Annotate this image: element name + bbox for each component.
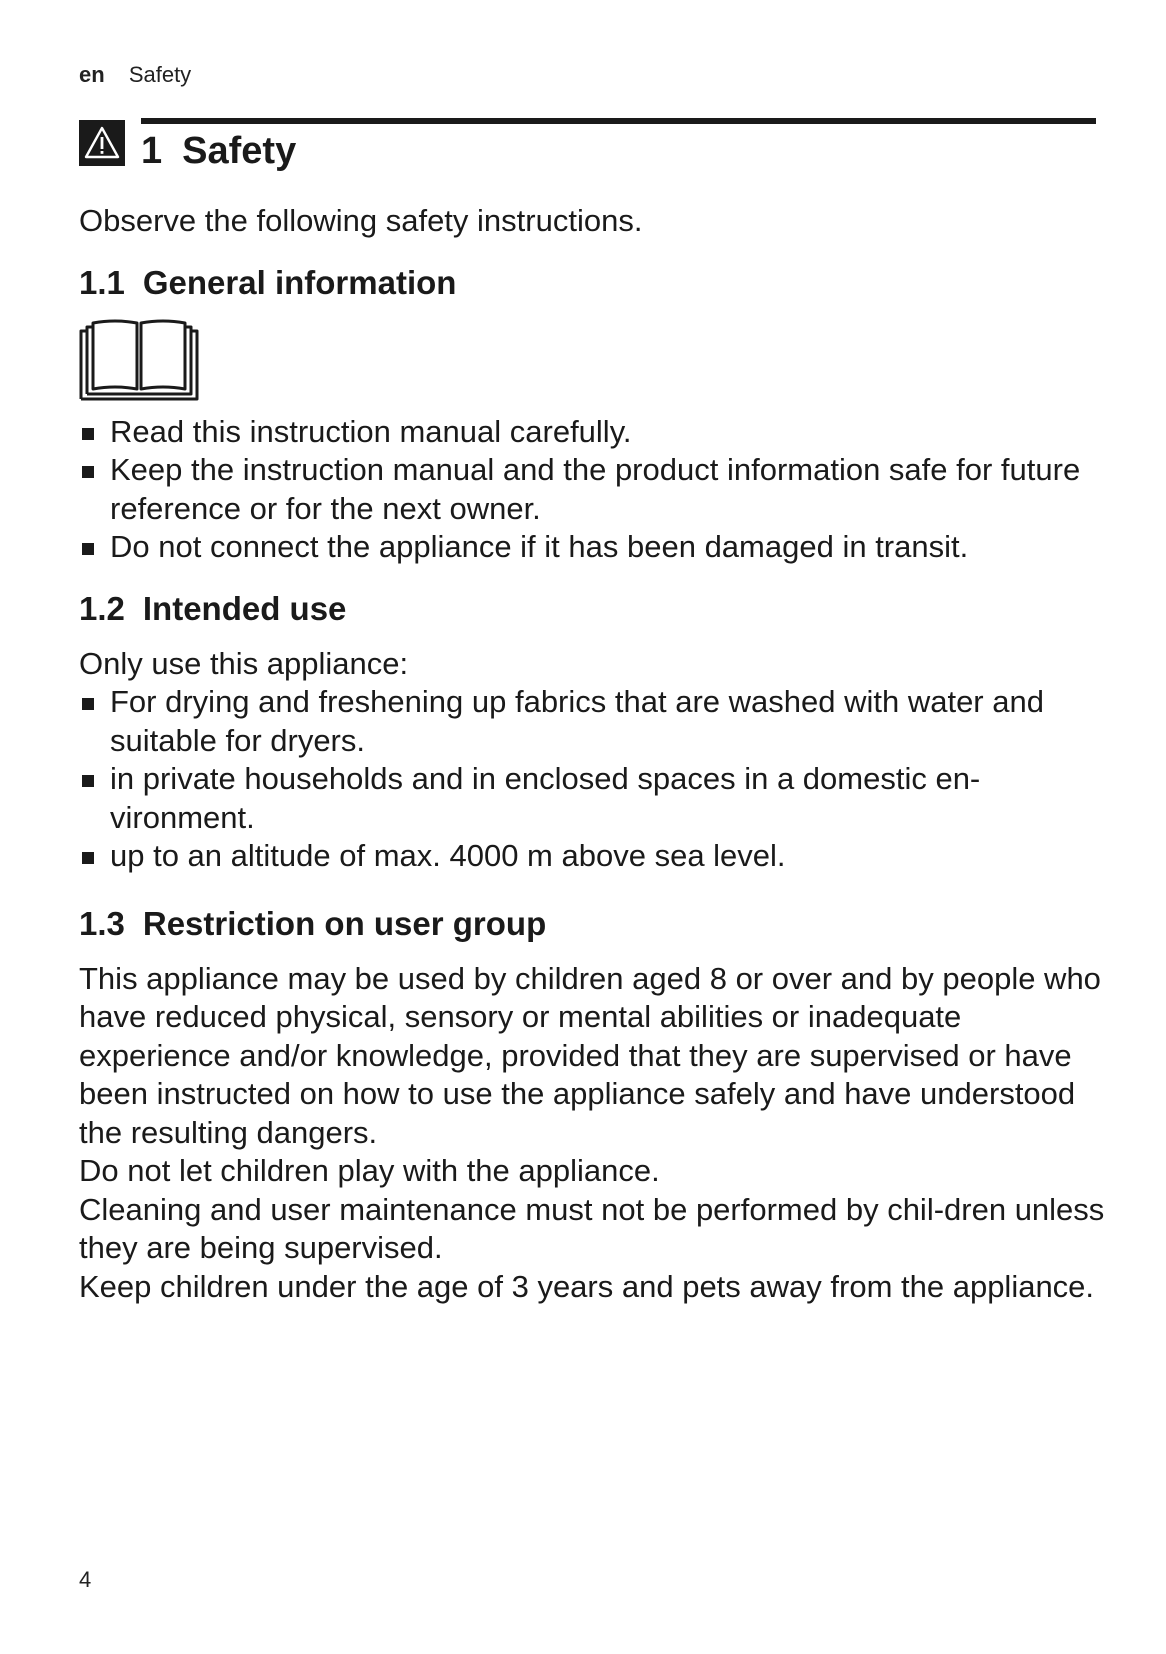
read-manual-icon bbox=[79, 319, 199, 401]
chapter-number: 1 bbox=[141, 130, 163, 172]
section-intended-use bbox=[79, 589, 1109, 876]
paragraph: Cleaning and user maintenance must not be performed by chil-dren unless they are being supervised. bbox=[79, 1191, 1105, 1265]
section-title: General information bbox=[142, 263, 457, 301]
section-heading bbox=[79, 263, 1109, 303]
warning-icon bbox=[79, 120, 125, 166]
section-title: Restriction on user group bbox=[142, 904, 547, 942]
chapter-rule bbox=[141, 118, 1096, 124]
section-general-information bbox=[79, 263, 1109, 567]
section-number: 1.1 bbox=[79, 263, 125, 301]
section-heading bbox=[79, 904, 1109, 944]
list-item: Do not connect the appliance if it has been damaged in transit. bbox=[79, 528, 1109, 567]
list-item: in private households and in enclosed spaces in a domestic en-vironment. bbox=[79, 760, 1109, 837]
section-number: 1.3 bbox=[79, 904, 125, 942]
list-item: For drying and freshening up fabrics that are washed with water and suitable for dryers. bbox=[79, 683, 1109, 760]
list-item: Read this instruction manual carefully. bbox=[79, 413, 1109, 452]
chapter-heading bbox=[141, 130, 296, 173]
list-item: up to an altitude of max. 4000 m above sea level. bbox=[79, 837, 1109, 876]
paragraph: Keep children under the age of 3 years and pets away from the appliance. bbox=[79, 1268, 1095, 1304]
section-number: 1.2 bbox=[79, 589, 125, 627]
paragraph: Do not let children play with the appliance. bbox=[79, 1153, 660, 1188]
section-restriction-on-user-group bbox=[79, 904, 1109, 1307]
list-item: Keep the instruction manual and the product information safe for future reference or for the next owner. bbox=[79, 451, 1109, 528]
running-header bbox=[79, 62, 191, 88]
language-code: en bbox=[79, 62, 105, 87]
page-content bbox=[79, 202, 1109, 1306]
page-number: 4 bbox=[79, 1567, 92, 1592]
chapter-title: Safety bbox=[182, 130, 297, 172]
section-heading bbox=[79, 589, 1109, 629]
header-section-title: Safety bbox=[128, 62, 192, 87]
paragraph: This appliance may be used by children aged 8 or over and by people who have reduced physical, sensory or mental abilities or inadequate experience and/or knowledge, provided that they are supervised or have been instructed on how to use the appliance safely and have understood the resulting dangers. bbox=[79, 960, 1101, 1150]
section-lead: Only use this appliance: bbox=[79, 645, 409, 681]
intro-text: Observe the following safety instructions. bbox=[79, 203, 643, 238]
bullet-list bbox=[79, 413, 1109, 567]
bullet-list bbox=[79, 683, 1109, 876]
section-title: Intended use bbox=[142, 589, 347, 627]
